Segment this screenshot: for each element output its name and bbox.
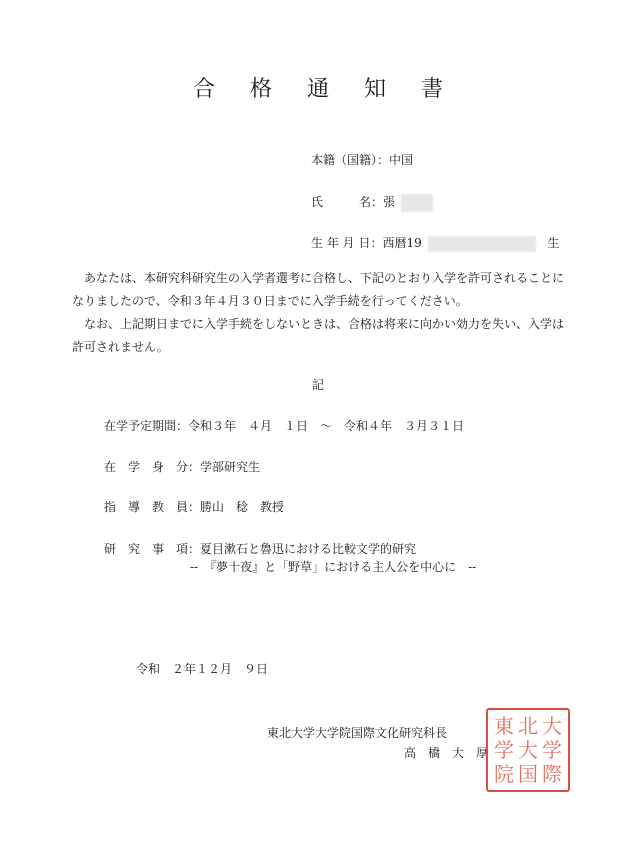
ki-heading: 記	[312, 378, 325, 392]
seal-characters	[492, 714, 564, 786]
nationality-value: 中国	[389, 153, 414, 167]
body-paragraph-2: なお、上記期日までに入学手続をしないときは、合格は将来に向かい効力を失い、入学は許可されません。	[72, 317, 565, 354]
official-seal	[486, 708, 570, 792]
item-advisor	[104, 498, 284, 515]
research-subtitle: -- 『夢十夜』と「野草」における主人公を中心に --	[190, 560, 477, 574]
item-label: 指 導 教 員：	[104, 500, 201, 514]
birthdate-row	[311, 234, 559, 252]
item-status	[104, 458, 260, 475]
seal-char: 院	[494, 762, 514, 786]
nationality-row	[311, 151, 413, 168]
name-row	[311, 193, 433, 212]
name-value: 張	[383, 195, 396, 209]
document-title: 合 格 通 知 書	[193, 77, 457, 102]
name-label: 氏 名：	[311, 195, 384, 209]
birth-label: 生 年 月 日：	[311, 236, 383, 250]
item-value: 令和３年 ４月 １日 ～ 令和４年 ３月３１日	[188, 419, 465, 433]
issue-date: 令和 ２年１２月 ９日	[136, 662, 269, 676]
item-research	[104, 540, 416, 557]
seal-char: 大	[542, 714, 562, 738]
item-label: 研 究 事 項：	[104, 542, 201, 556]
birth-value: 西暦19	[382, 236, 422, 250]
birth-suffix: 生	[547, 236, 560, 250]
body-paragraph-1: あなたは、本研究科研究生の入学者選考に合格し、下記のとおり入学を許可されることになりましたので、令和３年４月３０日までに入学手続を行ってください。	[72, 271, 565, 308]
seal-char: 大	[518, 738, 538, 762]
item-label: 在学予定期間：	[104, 419, 189, 433]
seal-char: 学	[494, 738, 514, 762]
item-value: 夏目漱石と魯迅における比較文学的研究	[200, 542, 417, 556]
seal-char: 東	[494, 714, 514, 738]
seal-char: 北	[518, 714, 538, 738]
redacted-name	[401, 194, 433, 212]
seal-char: 学	[542, 738, 562, 762]
seal-char: 際	[542, 762, 562, 786]
item-label: 在 学 身 分：	[104, 460, 201, 474]
signatory-name: 高 橋 大 厚	[404, 746, 489, 760]
signatory-organization: 東北大学大学院国際文化研究科長	[267, 726, 448, 740]
item-value: 学部研究生	[200, 460, 261, 474]
seal-char: 国	[518, 762, 538, 786]
redacted-birthdate	[428, 236, 536, 252]
item-period	[104, 417, 464, 434]
nationality-label: 本籍（国籍）：	[311, 153, 390, 167]
item-value: 勝山 稔 教授	[200, 500, 285, 514]
